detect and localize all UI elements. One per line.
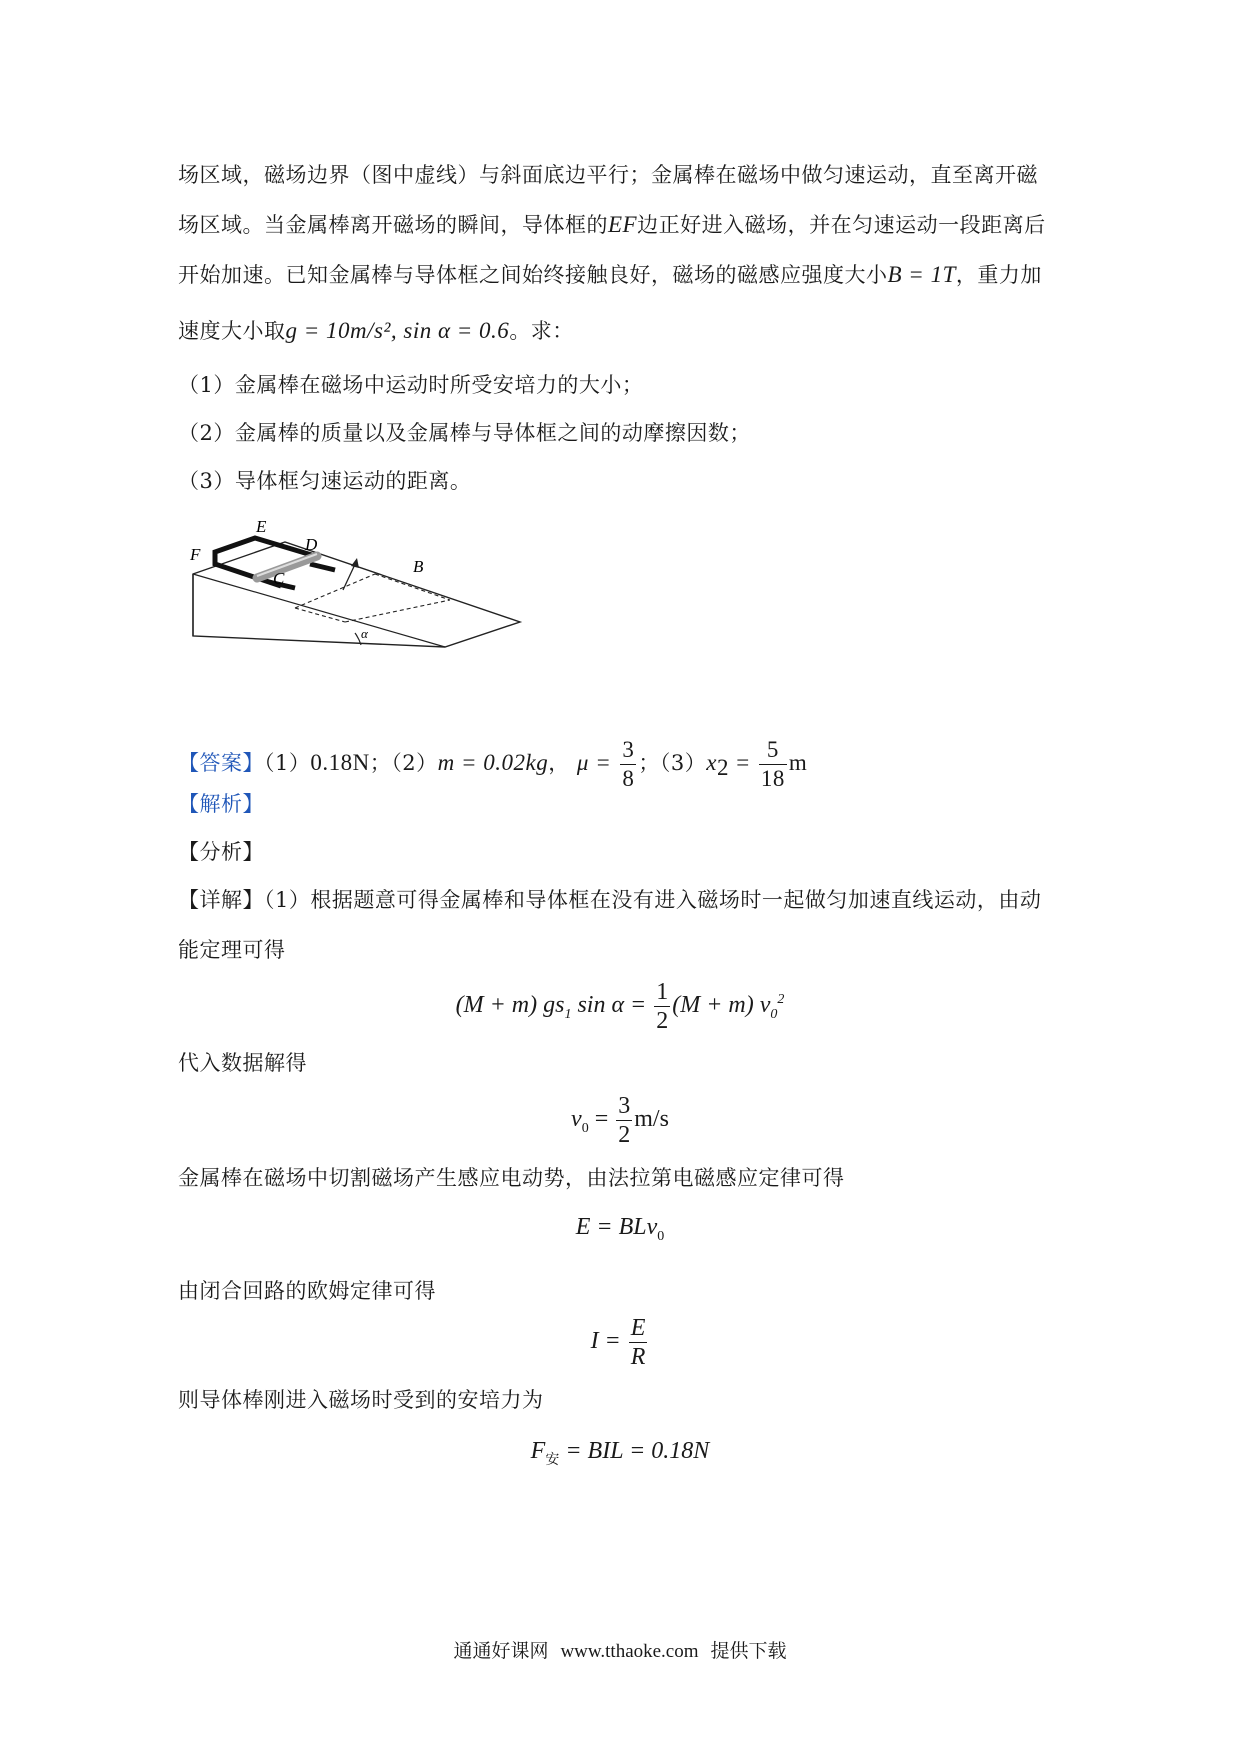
- problem-text: 速度大小取: [178, 319, 286, 343]
- solution-text: 金属棒在磁场中切割磁场产生感应电动势，由法拉第电磁感应定律可得: [178, 1166, 845, 1190]
- equation-5: $F_安$ = BIL = 0.18N: [530, 1438, 710, 1468]
- question-1: [178, 370, 1068, 400]
- problem-equation: g = 10m/s², sin α = 0.6: [285, 318, 510, 343]
- answer-tag: 【答案】: [178, 751, 264, 775]
- incline-outline: [193, 542, 520, 647]
- solution-line-2: [178, 935, 1068, 965]
- answer-line: 【答案】（1）0.18N；（2）m = 0.02kg， μ = $\frac{3}{8}$ ；$(3)x_2$ = $\frac{5}{18}$ m: [178, 737, 808, 791]
- question-3: [178, 466, 1068, 496]
- problem-text: ，重力加: [955, 263, 1042, 287]
- section-heading: 【详解】: [178, 888, 264, 912]
- problem-line-1: [178, 160, 1068, 190]
- solution-line-6: [178, 1385, 1068, 1415]
- incline-diagram: [185, 512, 525, 657]
- label-D: D: [305, 535, 318, 554]
- metal-rod: [257, 556, 317, 578]
- label-alpha: α: [361, 626, 368, 641]
- problem-text: 场区域，磁场边界（图中虚线）与斜面底边平行；金属棒在磁场中做匀速运动，直至离开磁: [178, 163, 1038, 187]
- question-2: [178, 418, 1068, 448]
- section-heading: 【分析】: [178, 840, 264, 864]
- answer-x2-fraction: $\frac{5}{18}$: [760, 737, 785, 791]
- field-arrow-head: [351, 558, 359, 568]
- answer-part-label: ；（2）: [369, 751, 438, 775]
- solution-text: 则导体棒刚进入磁场时受到的安培力为: [178, 1388, 544, 1412]
- problem-equation: B = 1T: [887, 262, 956, 287]
- label-B: B: [413, 557, 424, 576]
- page-footer: [0, 1636, 1240, 1663]
- question-text: （1）金属棒在磁场中运动时所受安培力的大小；: [178, 373, 644, 397]
- answer-separator: ，: [548, 751, 570, 775]
- solution-text: （1）根据题意可得金属棒和导体框在没有进入磁场时一起做匀加速直线运动，由动: [264, 888, 1042, 912]
- metal-rod-highlight: [257, 554, 317, 576]
- field-boundary-side: [295, 608, 345, 622]
- solution-line-5: [178, 1276, 1068, 1306]
- problem-text: 场区域。当金属棒离开磁场的瞬间，导体框的: [178, 213, 608, 237]
- solution-line-3: [178, 1048, 1068, 1078]
- answer-part-label: ；（3）: [638, 751, 707, 775]
- problem-text: 。求：: [509, 319, 574, 343]
- answer-x2: x: [706, 750, 718, 775]
- solution-line-4: [178, 1163, 1068, 1193]
- incline-front-edge: [193, 574, 445, 647]
- section-xiangjie: [178, 885, 1068, 915]
- problem-text: 开始加速。已知金属棒与导体框之间始终接触良好，磁场的磁感应强度大小: [178, 263, 888, 287]
- section-fenxi: [178, 837, 1068, 867]
- label-F: F: [190, 545, 201, 564]
- section-jiexi: [178, 789, 1068, 819]
- solution-text: 能定理可得: [178, 938, 286, 962]
- label-E: E: [256, 517, 267, 536]
- equation-2: $v_0$ = $\frac{3}{2}$ m/s: [571, 1093, 669, 1148]
- answer-value-2: m = 0.02kg: [437, 750, 549, 775]
- footer-suffix: 提供下载: [710, 1640, 787, 1662]
- solution-text: 代入数据解得: [178, 1051, 307, 1075]
- frame-rail-top: [310, 564, 335, 570]
- equation-3: E = BLv$_0$: [575, 1214, 665, 1244]
- footer-site-name: 通通好课网: [453, 1640, 549, 1662]
- field-boundary-top: [375, 574, 450, 600]
- field-boundary-lower: [345, 600, 450, 622]
- equation-1: (M + m) $gs_1$ sin α = $\frac{1}{2}$ (M + m) $v_0^2$: [455, 979, 785, 1034]
- problem-line-4: [178, 316, 1068, 346]
- problem-line-2: [178, 210, 1068, 240]
- problem-line-3: [178, 260, 1068, 290]
- field-boundary-upper: [295, 574, 375, 608]
- answer-part-label: （1）: [264, 751, 311, 775]
- footer-url[interactable]: www.tthaoke.com: [560, 1641, 699, 1662]
- question-text: （3）导体框匀速运动的距离。: [178, 469, 472, 493]
- solution-text: 由闭合回路的欧姆定律可得: [178, 1279, 436, 1303]
- equation-4: I = $\frac{E}{R}$: [590, 1315, 646, 1370]
- answer-mu-fraction: $\frac{3}{8}$: [622, 737, 635, 791]
- section-heading: 【解析】: [178, 792, 264, 816]
- label-C: C: [273, 569, 285, 588]
- question-text: （2）金属棒的质量以及金属棒与导体框之间的动摩擦因数；: [178, 421, 751, 445]
- problem-text: 边正好进入磁场，并在匀速运动一段距离后: [637, 213, 1046, 237]
- answer-value-1: 0.18N: [310, 750, 370, 775]
- problem-variable: EF: [608, 212, 638, 237]
- answer-mu: μ =: [576, 750, 612, 775]
